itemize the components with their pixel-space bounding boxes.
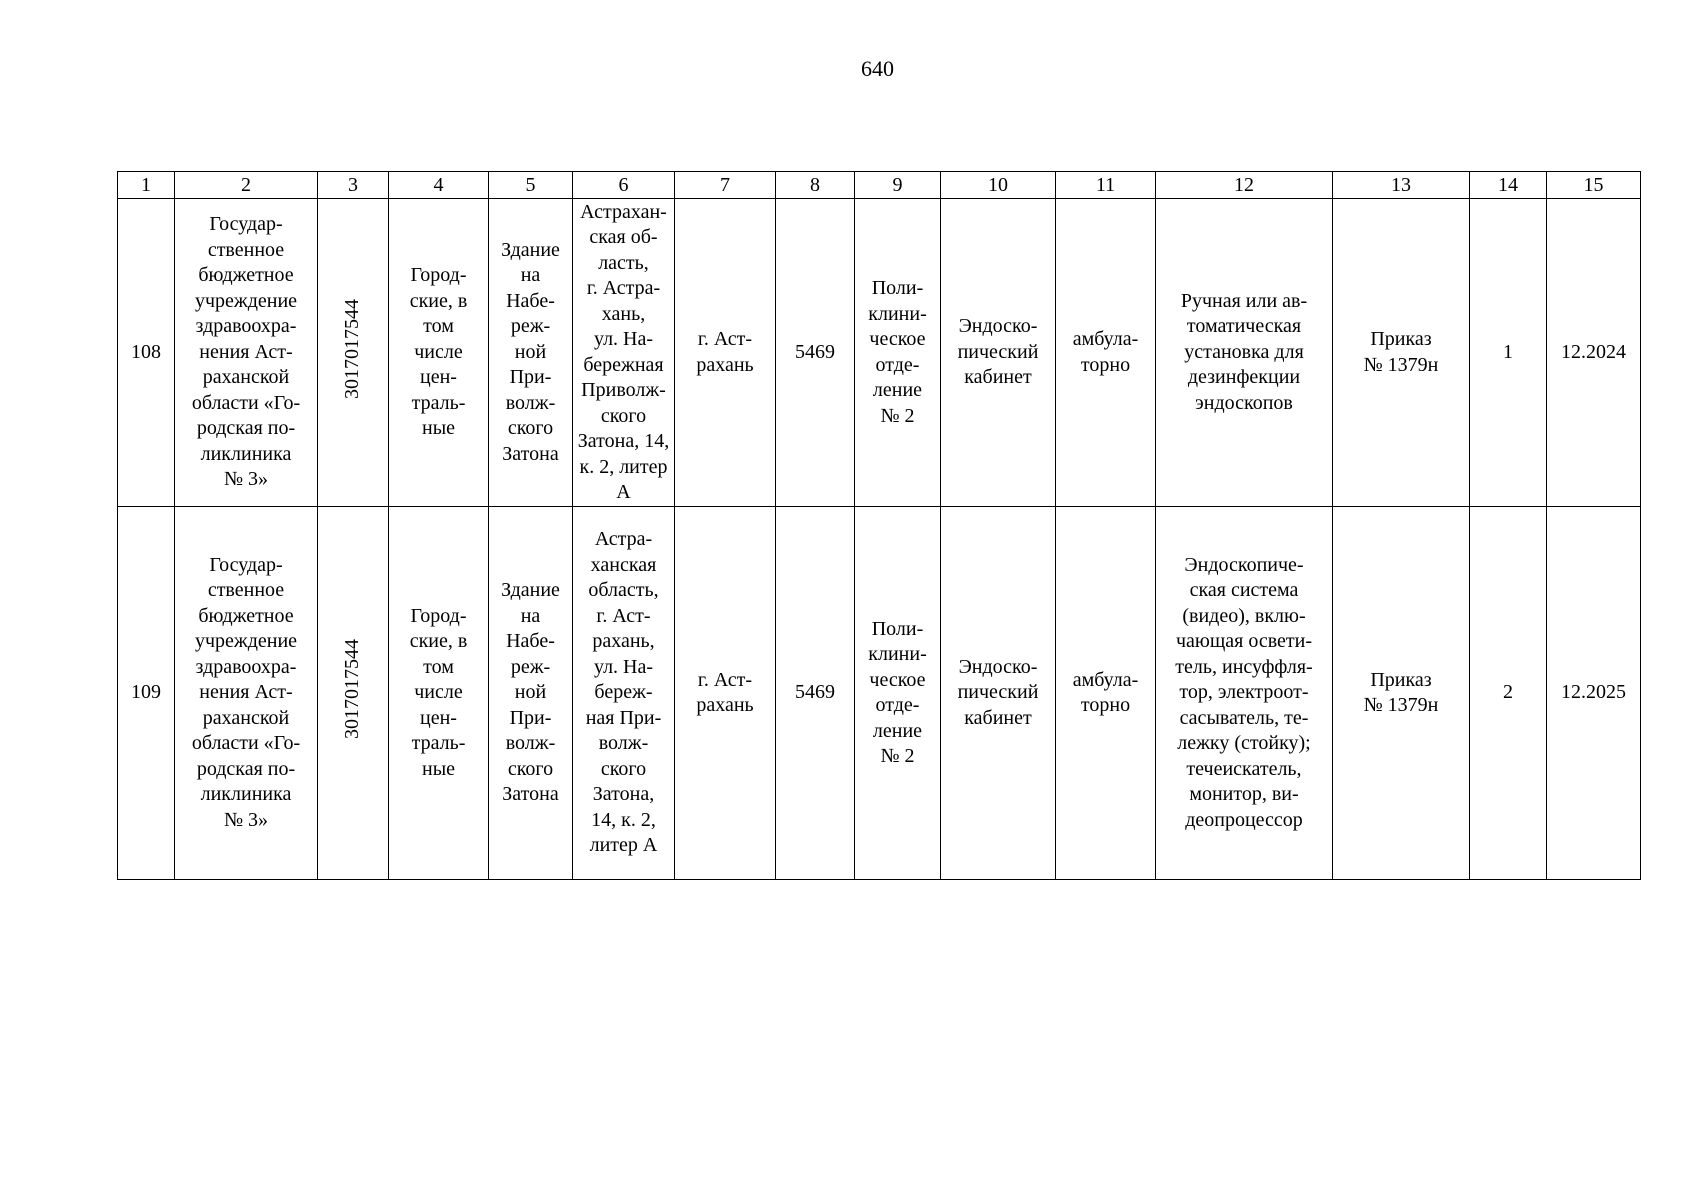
column-number: 7 <box>675 172 776 199</box>
address: Астра- ханская область, г. Аст- рахань, ул. На- береж- ная При- волж- ского Затона, 14, к. 2, литер А <box>573 507 675 880</box>
column-number: 9 <box>855 172 941 199</box>
inn-cell <box>318 199 389 507</box>
due-date: 12.2024 <box>1547 199 1641 507</box>
column-number: 8 <box>776 172 855 199</box>
equipment-register-table <box>117 171 1641 880</box>
row-number: 108 <box>118 199 175 507</box>
table-row <box>118 507 1641 880</box>
column-number: 4 <box>389 172 489 199</box>
department: Поли- клини- ческое отде- ление № 2 <box>855 199 941 507</box>
address: Астрахан- ская об- ласть, г. Астра- хань, ул. На- бережная Приволж- ского Затона, 14, к. 2, литер А <box>573 199 675 507</box>
column-number: 15 <box>1547 172 1641 199</box>
column-number-row <box>118 172 1641 199</box>
building: Здание на Набе- реж- ной При- волж- ского Затона <box>489 199 573 507</box>
column-number: 11 <box>1056 172 1156 199</box>
column-number: 3 <box>318 172 389 199</box>
row-number: 109 <box>118 507 175 880</box>
page-number: 640 <box>861 56 894 81</box>
organization-name: Государ- ственное бюджетное учреждение здравоохра- нения Аст- раханской области «Го- родская по- ликлиника № 3» <box>175 199 318 507</box>
order-reference: Приказ № 1379н <box>1333 507 1470 880</box>
facility-type: Город- ские, в том числе цен- траль- ные <box>389 199 489 507</box>
facility-type: Город- ские, в том числе цен- траль- ные <box>389 507 489 880</box>
inn-cell <box>318 507 389 880</box>
column-number: 5 <box>489 172 573 199</box>
code: 5469 <box>776 199 855 507</box>
column-number: 6 <box>573 172 675 199</box>
table-row <box>118 199 1641 507</box>
column-number: 1 <box>118 172 175 199</box>
care-mode: амбула- торно <box>1056 507 1156 880</box>
column-number: 2 <box>175 172 318 199</box>
equipment: Эндоскопиче- ская система (видео), вклю- чающая освети- тель, инсуффля- тор, электроот- сасыватель, те- лежку (стойку); течеискатель, монитор, ви- деопроцессор <box>1156 507 1333 880</box>
equipment: Ручная или ав- томатическая установка для дезинфекции эндоскопов <box>1156 199 1333 507</box>
city: г. Аст- рахань <box>675 199 776 507</box>
room: Эндоско- пический кабинет <box>941 199 1056 507</box>
column-number: 12 <box>1156 172 1333 199</box>
column-number: 10 <box>941 172 1056 199</box>
building: Здание на Набе- реж- ной При- волж- ского Затона <box>489 507 573 880</box>
code: 5469 <box>776 507 855 880</box>
inn-value: 3017017544 <box>341 298 364 399</box>
city: г. Аст- рахань <box>675 507 776 880</box>
organization-name: Государ- ственное бюджетное учреждение здравоохра- нения Аст- раханской области «Го- родская по- ликлиника № 3» <box>175 507 318 880</box>
due-date: 12.2025 <box>1547 507 1641 880</box>
column-number: 13 <box>1333 172 1470 199</box>
quantity: 1 <box>1470 199 1547 507</box>
column-number: 14 <box>1470 172 1547 199</box>
order-reference: Приказ № 1379н <box>1333 199 1470 507</box>
department: Поли- клини- ческое отде- ление № 2 <box>855 507 941 880</box>
room: Эндоско- пический кабинет <box>941 507 1056 880</box>
care-mode: амбула- торно <box>1056 199 1156 507</box>
quantity: 2 <box>1470 507 1547 880</box>
inn-value: 3017017544 <box>341 639 364 740</box>
